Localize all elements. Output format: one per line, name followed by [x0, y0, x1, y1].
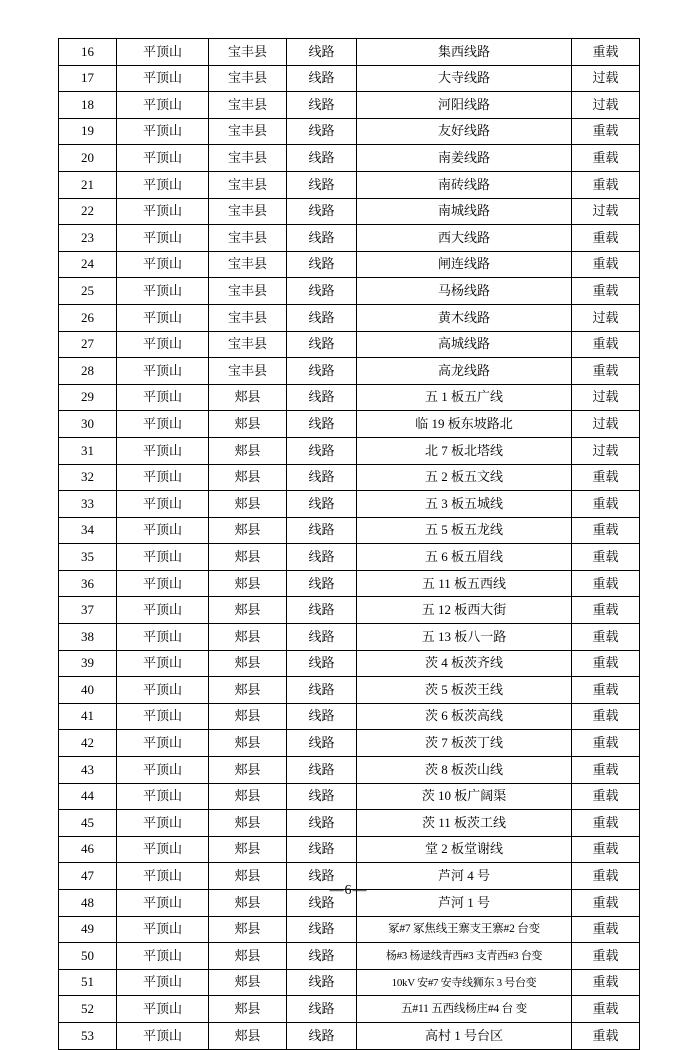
cell-county: 郏县: [209, 464, 287, 491]
cell-county: 宝丰县: [209, 171, 287, 198]
table-row: [59, 198, 640, 225]
cell-name: 五#11 五西线杨庄#4 台 变: [357, 996, 572, 1023]
cell-status: 重载: [572, 1022, 640, 1049]
cell-status: 重载: [572, 943, 640, 970]
cell-sequence-number: 16: [59, 39, 117, 66]
cell-name: 集西线路: [357, 39, 572, 66]
table-row: [59, 969, 640, 996]
cell-county: 宝丰县: [209, 198, 287, 225]
cell-sequence-number: 45: [59, 810, 117, 837]
table-row: [59, 65, 640, 92]
cell-name: 五 3 板五城线: [357, 491, 572, 518]
cell-name: 芦河 1 号: [357, 890, 572, 917]
cell-type: 线路: [287, 145, 357, 172]
table-row: [59, 703, 640, 730]
cell-county: 郏县: [209, 384, 287, 411]
cell-status: 重载: [572, 757, 640, 784]
cell-name: 高龙线路: [357, 358, 572, 385]
table-row: [59, 225, 640, 252]
table-row: [59, 491, 640, 518]
cell-city: 平顶山: [117, 278, 209, 305]
cell-type: 线路: [287, 331, 357, 358]
cell-name: 五 11 板五西线: [357, 570, 572, 597]
cell-sequence-number: 27: [59, 331, 117, 358]
cell-sequence-number: 19: [59, 118, 117, 145]
cell-type: 线路: [287, 890, 357, 917]
cell-name: 南城线路: [357, 198, 572, 225]
cell-county: 宝丰县: [209, 225, 287, 252]
cell-type: 线路: [287, 863, 357, 890]
cell-county: 宝丰县: [209, 39, 287, 66]
cell-city: 平顶山: [117, 943, 209, 970]
cell-name: 茨 8 板茨山线: [357, 757, 572, 784]
cell-name: 茨 11 板茨工线: [357, 810, 572, 837]
cell-type: 线路: [287, 624, 357, 651]
cell-city: 平顶山: [117, 624, 209, 651]
cell-status: 过载: [572, 304, 640, 331]
table-row: [59, 916, 640, 943]
cell-city: 平顶山: [117, 916, 209, 943]
table-row: [59, 39, 640, 66]
cell-sequence-number: 52: [59, 996, 117, 1023]
table-row: [59, 251, 640, 278]
cell-type: 线路: [287, 544, 357, 571]
cell-sequence-number: 53: [59, 1022, 117, 1049]
cell-city: 平顶山: [117, 304, 209, 331]
cell-type: 线路: [287, 916, 357, 943]
page-number: —6—: [329, 883, 368, 898]
cell-county: 郏县: [209, 650, 287, 677]
cell-city: 平顶山: [117, 517, 209, 544]
cell-name: 高城线路: [357, 331, 572, 358]
cell-status: 过载: [572, 65, 640, 92]
cell-city: 平顶山: [117, 384, 209, 411]
cell-sequence-number: 50: [59, 943, 117, 970]
cell-name: 茨 5 板茨王线: [357, 677, 572, 704]
cell-county: 郏县: [209, 544, 287, 571]
cell-city: 平顶山: [117, 331, 209, 358]
cell-county: 宝丰县: [209, 358, 287, 385]
cell-name: 茨 7 板茨丁线: [357, 730, 572, 757]
cell-name: 芦河 4 号: [357, 863, 572, 890]
cell-status: 重载: [572, 358, 640, 385]
cell-name: 河阳线路: [357, 92, 572, 119]
cell-sequence-number: 34: [59, 517, 117, 544]
cell-city: 平顶山: [117, 118, 209, 145]
cell-status: 重载: [572, 624, 640, 651]
cell-type: 线路: [287, 597, 357, 624]
cell-type: 线路: [287, 304, 357, 331]
cell-city: 平顶山: [117, 969, 209, 996]
cell-county: 郏县: [209, 730, 287, 757]
cell-type: 线路: [287, 1022, 357, 1049]
cell-sequence-number: 29: [59, 384, 117, 411]
cell-type: 线路: [287, 92, 357, 119]
cell-status: 重载: [572, 278, 640, 305]
cell-city: 平顶山: [117, 251, 209, 278]
cell-type: 线路: [287, 491, 357, 518]
cell-sequence-number: 21: [59, 171, 117, 198]
table-row: [59, 304, 640, 331]
cell-status: 重载: [572, 836, 640, 863]
cell-type: 线路: [287, 65, 357, 92]
cell-county: 郏县: [209, 570, 287, 597]
cell-status: 重载: [572, 39, 640, 66]
table-row: [59, 384, 640, 411]
cell-sequence-number: 39: [59, 650, 117, 677]
cell-type: 线路: [287, 703, 357, 730]
cell-name: 南姜线路: [357, 145, 572, 172]
table-row: [59, 118, 640, 145]
cell-city: 平顶山: [117, 703, 209, 730]
cell-city: 平顶山: [117, 544, 209, 571]
cell-county: 宝丰县: [209, 251, 287, 278]
cell-status: 重载: [572, 996, 640, 1023]
cell-name: 五 2 板五文线: [357, 464, 572, 491]
cell-city: 平顶山: [117, 39, 209, 66]
cell-city: 平顶山: [117, 810, 209, 837]
cell-county: 郏县: [209, 996, 287, 1023]
table-row: [59, 331, 640, 358]
cell-name: 10kV 安#7 安寺线狮东 3 号台变: [357, 969, 572, 996]
cell-county: 郏县: [209, 703, 287, 730]
cell-name: 北 7 板北塔线: [357, 437, 572, 464]
cell-city: 平顶山: [117, 437, 209, 464]
table-row: [59, 730, 640, 757]
cell-status: 重载: [572, 145, 640, 172]
table-row: [59, 544, 640, 571]
cell-status: 重载: [572, 783, 640, 810]
cell-status: 过载: [572, 411, 640, 438]
table-row: [59, 517, 640, 544]
cell-sequence-number: 49: [59, 916, 117, 943]
cell-status: 重载: [572, 544, 640, 571]
cell-status: 过载: [572, 437, 640, 464]
cell-county: 郏县: [209, 517, 287, 544]
cell-sequence-number: 33: [59, 491, 117, 518]
cell-sequence-number: 22: [59, 198, 117, 225]
cell-county: 郏县: [209, 597, 287, 624]
cell-status: 重载: [572, 677, 640, 704]
cell-type: 线路: [287, 437, 357, 464]
cell-type: 线路: [287, 171, 357, 198]
cell-type: 线路: [287, 570, 357, 597]
cell-name: 西大线路: [357, 225, 572, 252]
table-row: [59, 943, 640, 970]
table-row: [59, 757, 640, 784]
cell-type: 线路: [287, 358, 357, 385]
cell-sequence-number: 36: [59, 570, 117, 597]
cell-name: 五 6 板五眉线: [357, 544, 572, 571]
cell-status: 重载: [572, 969, 640, 996]
cell-name: 茨 4 板茨齐线: [357, 650, 572, 677]
cell-type: 线路: [287, 969, 357, 996]
cell-city: 平顶山: [117, 863, 209, 890]
cell-county: 郏县: [209, 624, 287, 651]
cell-county: 郏县: [209, 890, 287, 917]
cell-type: 线路: [287, 650, 357, 677]
cell-type: 线路: [287, 677, 357, 704]
cell-sequence-number: 18: [59, 92, 117, 119]
cell-county: 郏县: [209, 677, 287, 704]
cell-status: 重载: [572, 464, 640, 491]
table-row: [59, 570, 640, 597]
cell-county: 郏县: [209, 863, 287, 890]
table-row: [59, 677, 640, 704]
cell-type: 线路: [287, 783, 357, 810]
cell-sequence-number: 40: [59, 677, 117, 704]
table-row: [59, 411, 640, 438]
cell-name: 冢#7 冢焦线王寨支王寨#2 台变: [357, 916, 572, 943]
cell-sequence-number: 30: [59, 411, 117, 438]
cell-city: 平顶山: [117, 464, 209, 491]
cell-name: 茨 10 板广阔渠: [357, 783, 572, 810]
cell-type: 线路: [287, 943, 357, 970]
cell-city: 平顶山: [117, 783, 209, 810]
cell-city: 平顶山: [117, 491, 209, 518]
cell-type: 线路: [287, 225, 357, 252]
table-row: [59, 92, 640, 119]
cell-status: 重载: [572, 810, 640, 837]
cell-status: 重载: [572, 491, 640, 518]
cell-status: 重载: [572, 251, 640, 278]
cell-name: 黄木线路: [357, 304, 572, 331]
cell-status: 过载: [572, 92, 640, 119]
cell-type: 线路: [287, 118, 357, 145]
cell-county: 郏县: [209, 916, 287, 943]
cell-sequence-number: 47: [59, 863, 117, 890]
table-row: [59, 145, 640, 172]
cell-status: 重载: [572, 916, 640, 943]
cell-type: 线路: [287, 278, 357, 305]
cell-sequence-number: 51: [59, 969, 117, 996]
cell-name: 友好线路: [357, 118, 572, 145]
cell-city: 平顶山: [117, 757, 209, 784]
cell-sequence-number: 42: [59, 730, 117, 757]
cell-county: 宝丰县: [209, 92, 287, 119]
cell-name: 闸连线路: [357, 251, 572, 278]
table-row: [59, 437, 640, 464]
cell-sequence-number: 32: [59, 464, 117, 491]
cell-county: 郏县: [209, 437, 287, 464]
cell-county: 宝丰县: [209, 278, 287, 305]
cell-status: 重载: [572, 890, 640, 917]
cell-name: 高村 1 号台区: [357, 1022, 572, 1049]
cell-sequence-number: 41: [59, 703, 117, 730]
cell-name: 五 12 板西大街: [357, 597, 572, 624]
cell-county: 郏县: [209, 757, 287, 784]
cell-status: 重载: [572, 171, 640, 198]
cell-county: 宝丰县: [209, 145, 287, 172]
cell-county: 郏县: [209, 943, 287, 970]
cell-city: 平顶山: [117, 730, 209, 757]
cell-status: 过载: [572, 198, 640, 225]
table-row: [59, 1022, 640, 1049]
table-row: [59, 836, 640, 863]
cell-name: 杨#3 杨逯线青西#3 支青西#3 台变: [357, 943, 572, 970]
cell-status: 重载: [572, 703, 640, 730]
cell-city: 平顶山: [117, 92, 209, 119]
cell-status: 过载: [572, 384, 640, 411]
cell-status: 重载: [572, 570, 640, 597]
table-row: [59, 358, 640, 385]
cell-name: 堂 2 板堂谢线: [357, 836, 572, 863]
cell-sequence-number: 23: [59, 225, 117, 252]
cell-city: 平顶山: [117, 198, 209, 225]
cell-name: 五 13 板八一路: [357, 624, 572, 651]
cell-type: 线路: [287, 836, 357, 863]
table-row: [59, 464, 640, 491]
cell-county: 宝丰县: [209, 118, 287, 145]
cell-type: 线路: [287, 996, 357, 1023]
cell-sequence-number: 35: [59, 544, 117, 571]
cell-city: 平顶山: [117, 890, 209, 917]
cell-status: 重载: [572, 650, 640, 677]
cell-city: 平顶山: [117, 836, 209, 863]
cell-city: 平顶山: [117, 996, 209, 1023]
cell-city: 平顶山: [117, 225, 209, 252]
cell-sequence-number: 46: [59, 836, 117, 863]
table-row: [59, 597, 640, 624]
cell-county: 郏县: [209, 411, 287, 438]
cell-name: 五 1 板五广线: [357, 384, 572, 411]
table-row: [59, 810, 640, 837]
cell-type: 线路: [287, 39, 357, 66]
cell-city: 平顶山: [117, 597, 209, 624]
cell-type: 线路: [287, 464, 357, 491]
cell-city: 平顶山: [117, 677, 209, 704]
table-row: [59, 996, 640, 1023]
cell-sequence-number: 20: [59, 145, 117, 172]
cell-status: 重载: [572, 225, 640, 252]
cell-status: 重载: [572, 517, 640, 544]
cell-name: 南砖线路: [357, 171, 572, 198]
cell-type: 线路: [287, 730, 357, 757]
cell-status: 重载: [572, 331, 640, 358]
cell-sequence-number: 25: [59, 278, 117, 305]
cell-type: 线路: [287, 198, 357, 225]
table-row: [59, 278, 640, 305]
cell-name: 大寺线路: [357, 65, 572, 92]
cell-name: 茨 6 板茨高线: [357, 703, 572, 730]
cell-sequence-number: 43: [59, 757, 117, 784]
table-row: [59, 783, 640, 810]
cell-type: 线路: [287, 810, 357, 837]
table-row: [59, 171, 640, 198]
cell-city: 平顶山: [117, 145, 209, 172]
cell-city: 平顶山: [117, 171, 209, 198]
cell-name: 马杨线路: [357, 278, 572, 305]
cell-city: 平顶山: [117, 1022, 209, 1049]
cell-county: 郏县: [209, 783, 287, 810]
cell-county: 宝丰县: [209, 304, 287, 331]
cell-county: 郏县: [209, 969, 287, 996]
cell-name: 五 5 板五龙线: [357, 517, 572, 544]
cell-city: 平顶山: [117, 411, 209, 438]
cell-status: 重载: [572, 730, 640, 757]
cell-type: 线路: [287, 757, 357, 784]
cell-county: 郏县: [209, 810, 287, 837]
cell-county: 郏县: [209, 491, 287, 518]
cell-sequence-number: 17: [59, 65, 117, 92]
cell-name: 临 19 板东坡路北: [357, 411, 572, 438]
cell-sequence-number: 24: [59, 251, 117, 278]
table-row: [59, 624, 640, 651]
cell-type: 线路: [287, 384, 357, 411]
cell-city: 平顶山: [117, 570, 209, 597]
table-row: [59, 650, 640, 677]
cell-status: 重载: [572, 118, 640, 145]
cell-type: 线路: [287, 517, 357, 544]
cell-county: 郏县: [209, 836, 287, 863]
cell-sequence-number: 38: [59, 624, 117, 651]
cell-type: 线路: [287, 411, 357, 438]
cell-sequence-number: 48: [59, 890, 117, 917]
cell-sequence-number: 28: [59, 358, 117, 385]
cell-city: 平顶山: [117, 650, 209, 677]
cell-sequence-number: 44: [59, 783, 117, 810]
cell-city: 平顶山: [117, 65, 209, 92]
cell-status: 重载: [572, 597, 640, 624]
cell-sequence-number: 31: [59, 437, 117, 464]
cell-sequence-number: 37: [59, 597, 117, 624]
cell-sequence-number: 26: [59, 304, 117, 331]
cell-type: 线路: [287, 251, 357, 278]
cell-county: 宝丰县: [209, 331, 287, 358]
cell-county: 郏县: [209, 1022, 287, 1049]
cell-status: 重载: [572, 863, 640, 890]
cell-city: 平顶山: [117, 358, 209, 385]
cell-county: 宝丰县: [209, 65, 287, 92]
